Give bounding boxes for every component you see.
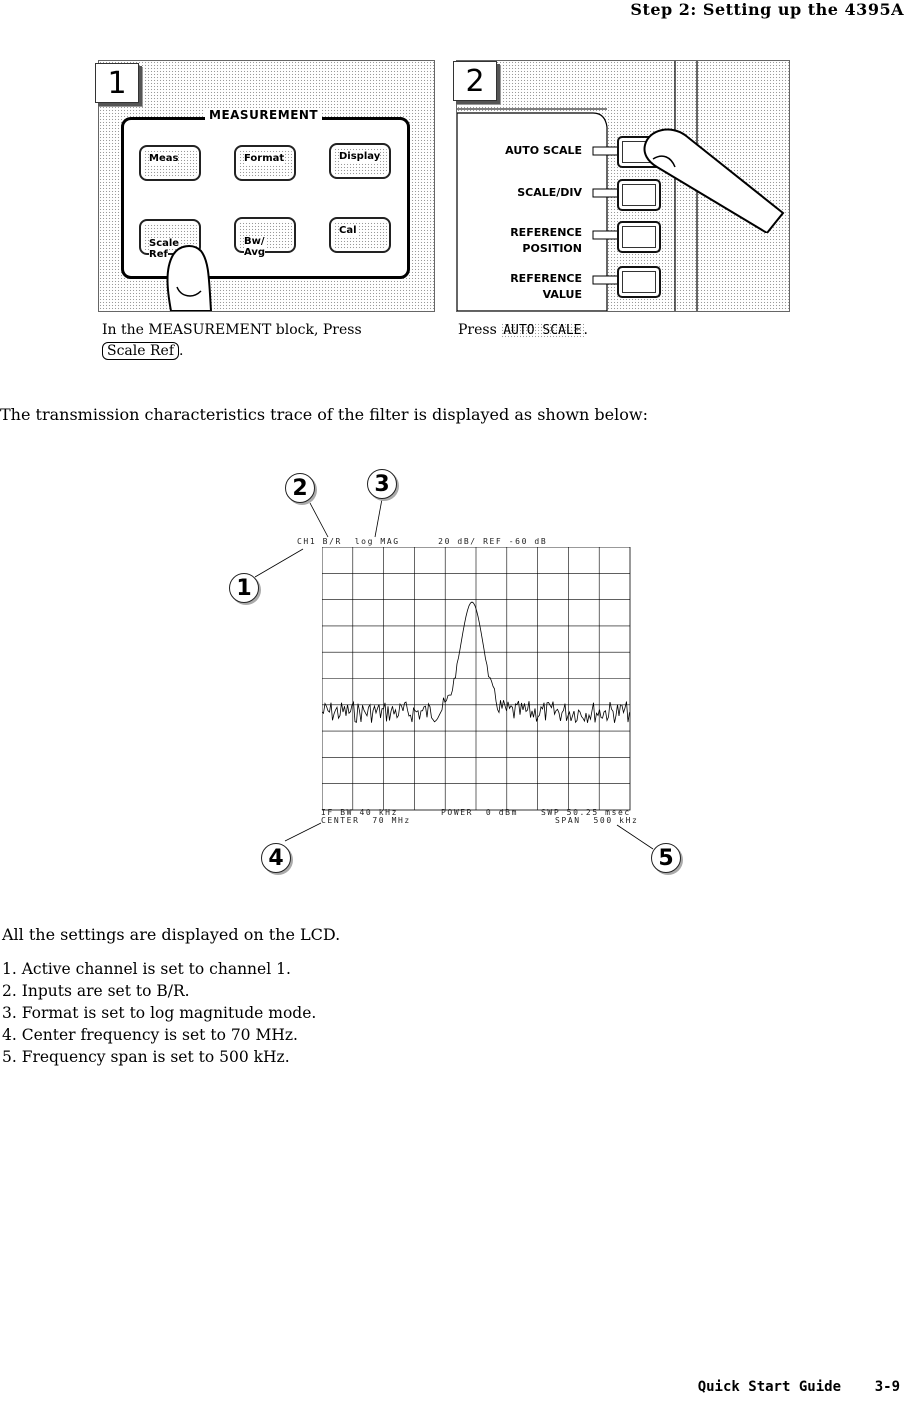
- measurement-block-title: MEASUREMENT: [205, 108, 322, 122]
- softkey-label-reference-value-line1: REFERENCE: [510, 272, 582, 285]
- softkey-leader-lines: [457, 61, 627, 311]
- softkey-label-reference-position-line2: POSITION: [522, 242, 582, 255]
- meas-key-label: Meas: [149, 153, 179, 164]
- center-frequency-annotation: CENTER 70 MHz: [321, 816, 411, 825]
- step2-number: 2: [453, 61, 497, 101]
- trace-grid: [322, 547, 632, 812]
- softkey-label-scale-div-text: SCALE/DIV: [517, 186, 582, 199]
- screen-status-line: CH1 B/R log MAG 20 dB/ REF -60 dB: [297, 537, 548, 546]
- step1-caption-text: In the MEASUREMENT block, Press: [102, 322, 362, 338]
- display-key[interactable]: [329, 143, 391, 179]
- scale-ref-hardkey-label: Scale Ref: [102, 342, 179, 360]
- bw-avg-key-label: Bw/ Avg: [244, 236, 266, 258]
- cal-key-label: Cal: [339, 225, 357, 236]
- finger-pressing-scale-ref-icon: [159, 239, 239, 311]
- callout-4: 4: [261, 843, 291, 873]
- list-item: 2. Inputs are set to B/R.: [2, 982, 190, 1000]
- auto-scale-softkey-label: AUTO SCALE: [503, 323, 582, 338]
- sweep-time-annotation: SWP 50.25 msec: [541, 808, 631, 817]
- softkey-label-auto-scale-text: AUTO SCALE: [505, 144, 582, 157]
- step2-caption-period: .: [583, 322, 588, 338]
- list-item: 1. Active channel is set to channel 1.: [2, 960, 291, 978]
- intro-paragraph: The transmission characteristics trace of the filter is displayed as shown below:: [0, 405, 648, 424]
- scale-ref-key-label: Scale Ref: [149, 238, 180, 260]
- softkey-label-reference-position-line1: REFERENCE: [510, 226, 582, 239]
- callout-2: 2: [285, 473, 315, 503]
- bw-avg-key[interactable]: [234, 217, 296, 258]
- if-bw-annotation: IF BW 40 kHz: [321, 808, 398, 817]
- meas-key[interactable]: [139, 145, 201, 181]
- list-item: 4. Center frequency is set to 70 MHz.: [2, 1026, 298, 1044]
- cal-key[interactable]: [329, 217, 391, 253]
- power-annotation: POWER 0 dBm: [441, 808, 518, 817]
- list-item: 3. Format is set to log magnitude mode.: [2, 1004, 317, 1022]
- callout-3: 3: [367, 469, 397, 499]
- step1-number: 1: [95, 63, 139, 103]
- step1-illustration: [98, 60, 435, 312]
- finger-pressing-auto-scale-icon: [637, 123, 789, 233]
- format-key-label: Format: [244, 153, 285, 164]
- callout-5: 5: [651, 843, 681, 873]
- step1-caption-period: .: [179, 343, 184, 359]
- analyzer-screen-figure: [225, 465, 695, 875]
- page-header: Step 2: Setting up the 4395A: [630, 0, 904, 19]
- step2-illustration: [456, 60, 790, 312]
- display-key-label: Display: [339, 151, 381, 162]
- list-item: 5. Frequency span is set to 500 kHz.: [2, 1048, 290, 1066]
- settings-paragraph: All the settings are displayed on the LCD.: [2, 925, 341, 944]
- callout-1: 1: [229, 573, 259, 603]
- reference-value-softkey[interactable]: [617, 266, 661, 298]
- settings-list: [2, 958, 602, 1068]
- step2-caption: [458, 320, 758, 341]
- format-key[interactable]: [234, 145, 296, 181]
- page-footer: Quick Start Guide 3-9: [697, 1379, 900, 1395]
- softkey-label-reference-value-line2: VALUE: [542, 288, 582, 301]
- step1-caption: [102, 320, 422, 362]
- span-annotation: SPAN 500 kHz: [555, 816, 639, 825]
- step2-caption-text: Press: [458, 322, 497, 338]
